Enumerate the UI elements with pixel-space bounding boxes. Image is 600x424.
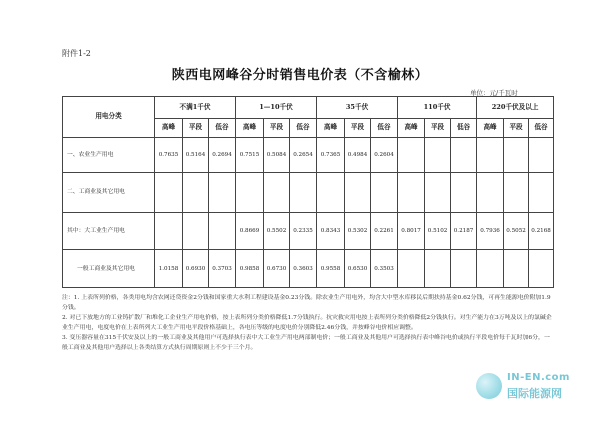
price-cell: 0.2694 bbox=[209, 137, 236, 172]
price-cell: 0.2604 bbox=[371, 137, 398, 172]
price-cell: 0.7635 bbox=[155, 137, 183, 172]
price-cell bbox=[371, 173, 398, 213]
period-header: 高峰 bbox=[398, 119, 425, 138]
price-cell bbox=[451, 173, 477, 213]
price-cell bbox=[155, 212, 183, 250]
price-cell bbox=[529, 137, 554, 172]
price-cell: 1.0158 bbox=[155, 250, 183, 288]
attachment-label: 附件1-2 bbox=[62, 49, 91, 58]
note-1: 注：1. 上表所列价格，各类用电均含农网还贷资金2分钱和国家重大水利工程建设基金0.23分钱。除农业生产用电外，均含大中型水库移民后期扶持基金0.62分钱，可再生能源电价附加1.9分钱。 bbox=[62, 295, 551, 311]
voltage-group-header: 1—10千伏 bbox=[236, 97, 317, 119]
period-header: 平段 bbox=[183, 119, 209, 138]
price-cell: 0.2654 bbox=[290, 137, 317, 172]
price-cell bbox=[451, 250, 477, 288]
price-cell bbox=[398, 137, 425, 172]
watermark-line1: IN-EN.com bbox=[507, 372, 570, 383]
price-cell bbox=[504, 173, 529, 213]
period-header: 高峰 bbox=[477, 119, 504, 138]
category-header: 用电分类 bbox=[63, 97, 155, 138]
voltage-group-header: 110千伏 bbox=[398, 97, 477, 119]
price-cell bbox=[529, 250, 554, 288]
price-cell bbox=[264, 173, 290, 213]
header-row-groups bbox=[63, 97, 554, 119]
price-cell: 0.2187 bbox=[451, 212, 477, 250]
price-cell bbox=[398, 250, 425, 288]
price-cell bbox=[183, 212, 209, 250]
price-cell: 0.6530 bbox=[345, 250, 371, 288]
price-table bbox=[62, 96, 554, 288]
row-category-label: 一般工商业及其它用电 bbox=[63, 250, 155, 288]
price-cell: 0.6930 bbox=[183, 250, 209, 288]
period-header: 低谷 bbox=[371, 119, 398, 138]
price-cell bbox=[451, 137, 477, 172]
period-header: 低谷 bbox=[451, 119, 477, 138]
price-cell bbox=[209, 212, 236, 250]
price-cell: 0.5302 bbox=[345, 212, 371, 250]
price-cell bbox=[425, 250, 451, 288]
price-cell bbox=[477, 173, 504, 213]
price-cell bbox=[183, 173, 209, 213]
watermark-line2: 国际能源网 bbox=[507, 387, 562, 400]
price-cell: 0.5164 bbox=[183, 137, 209, 172]
row-category-label: 其中：大工业生产用电 bbox=[63, 212, 155, 250]
price-cell: 0.8669 bbox=[236, 212, 264, 250]
period-header: 低谷 bbox=[290, 119, 317, 138]
price-cell: 0.5502 bbox=[264, 212, 290, 250]
price-cell: 0.8343 bbox=[317, 212, 345, 250]
price-cell bbox=[236, 173, 264, 213]
price-cell: 0.8017 bbox=[398, 212, 425, 250]
globe-icon bbox=[476, 373, 502, 399]
price-cell bbox=[425, 137, 451, 172]
price-cell bbox=[290, 173, 317, 213]
period-header: 低谷 bbox=[209, 119, 236, 138]
period-header: 高峰 bbox=[317, 119, 345, 138]
price-cell: 0.2168 bbox=[529, 212, 554, 250]
row-category-label: 二、工商业及其它用电 bbox=[63, 173, 155, 213]
price-cell bbox=[477, 250, 504, 288]
price-cell: 0.5052 bbox=[504, 212, 529, 250]
price-cell bbox=[209, 173, 236, 213]
price-cell bbox=[398, 173, 425, 213]
table-row bbox=[63, 250, 554, 288]
unit-label: 单位：元/千瓦时 bbox=[470, 89, 518, 97]
note-2: 2. 对已下放地方的工业铸扩散厂和堆化工企业生产用电价格，按上表所列分类价格降低1.7分钱执行。抗灾救灾用电按上表所列分类价格降低2分钱执行。对生产能力在3万吨及以上的氯碱企业生产用电，电度电价在上表所列大工业生产用电平段价格基础上，各电压等级的电度电价分别降低2.46分钱，并按峰谷电价相应调整。 bbox=[62, 315, 552, 331]
price-cell bbox=[529, 173, 554, 213]
price-cell bbox=[504, 250, 529, 288]
price-cell: 0.5102 bbox=[425, 212, 451, 250]
table-row bbox=[63, 173, 554, 213]
notes bbox=[62, 294, 554, 355]
price-cell: 0.3503 bbox=[371, 250, 398, 288]
price-cell: 0.5084 bbox=[264, 137, 290, 172]
table-row bbox=[63, 212, 554, 250]
price-cell: 0.4984 bbox=[345, 137, 371, 172]
price-cell bbox=[317, 173, 345, 213]
period-header: 低谷 bbox=[529, 119, 554, 138]
period-header: 高峰 bbox=[155, 119, 183, 138]
price-cell: 0.3703 bbox=[209, 250, 236, 288]
period-header: 平段 bbox=[264, 119, 290, 138]
voltage-group-header: 220千伏及以上 bbox=[477, 97, 554, 119]
price-cell: 0.9558 bbox=[317, 250, 345, 288]
price-cell: 0.7515 bbox=[236, 137, 264, 172]
price-cell: 0.3603 bbox=[290, 250, 317, 288]
price-cell: 0.2261 bbox=[371, 212, 398, 250]
row-category-label: 一、农业生产用电 bbox=[63, 137, 155, 172]
voltage-group-header: 35千伏 bbox=[317, 97, 398, 119]
period-header: 平段 bbox=[504, 119, 529, 138]
page-title: 陕西电网峰谷分时销售电价表（不含榆林） bbox=[171, 68, 429, 83]
price-cell bbox=[477, 137, 504, 172]
voltage-group-header: 不满1千伏 bbox=[155, 97, 236, 119]
price-cell: 0.7936 bbox=[477, 212, 504, 250]
price-cell: 0.6730 bbox=[264, 250, 290, 288]
period-header: 平段 bbox=[425, 119, 451, 138]
period-header: 高峰 bbox=[236, 119, 264, 138]
period-header: 平段 bbox=[345, 119, 371, 138]
price-cell bbox=[155, 173, 183, 213]
price-cell: 0.2335 bbox=[290, 212, 317, 250]
price-cell: 0.9858 bbox=[236, 250, 264, 288]
note-3: 3. 变压器容量在315千伏安及以上的一般工商业及其他用户可选择执行表中大工业生产用电两部制电价；一般工商业及其他用户可选择执行表中峰谷电价或执行平段电价每千瓦时加6分，一般工商业及其他用户选择以上各类结算方式执行周期原则上不少于三个月。 bbox=[62, 335, 550, 351]
price-cell bbox=[425, 173, 451, 213]
watermark-logo bbox=[476, 370, 572, 404]
price-cell bbox=[345, 173, 371, 213]
price-cell: 0.7365 bbox=[317, 137, 345, 172]
price-cell bbox=[504, 137, 529, 172]
table-row bbox=[63, 137, 554, 172]
